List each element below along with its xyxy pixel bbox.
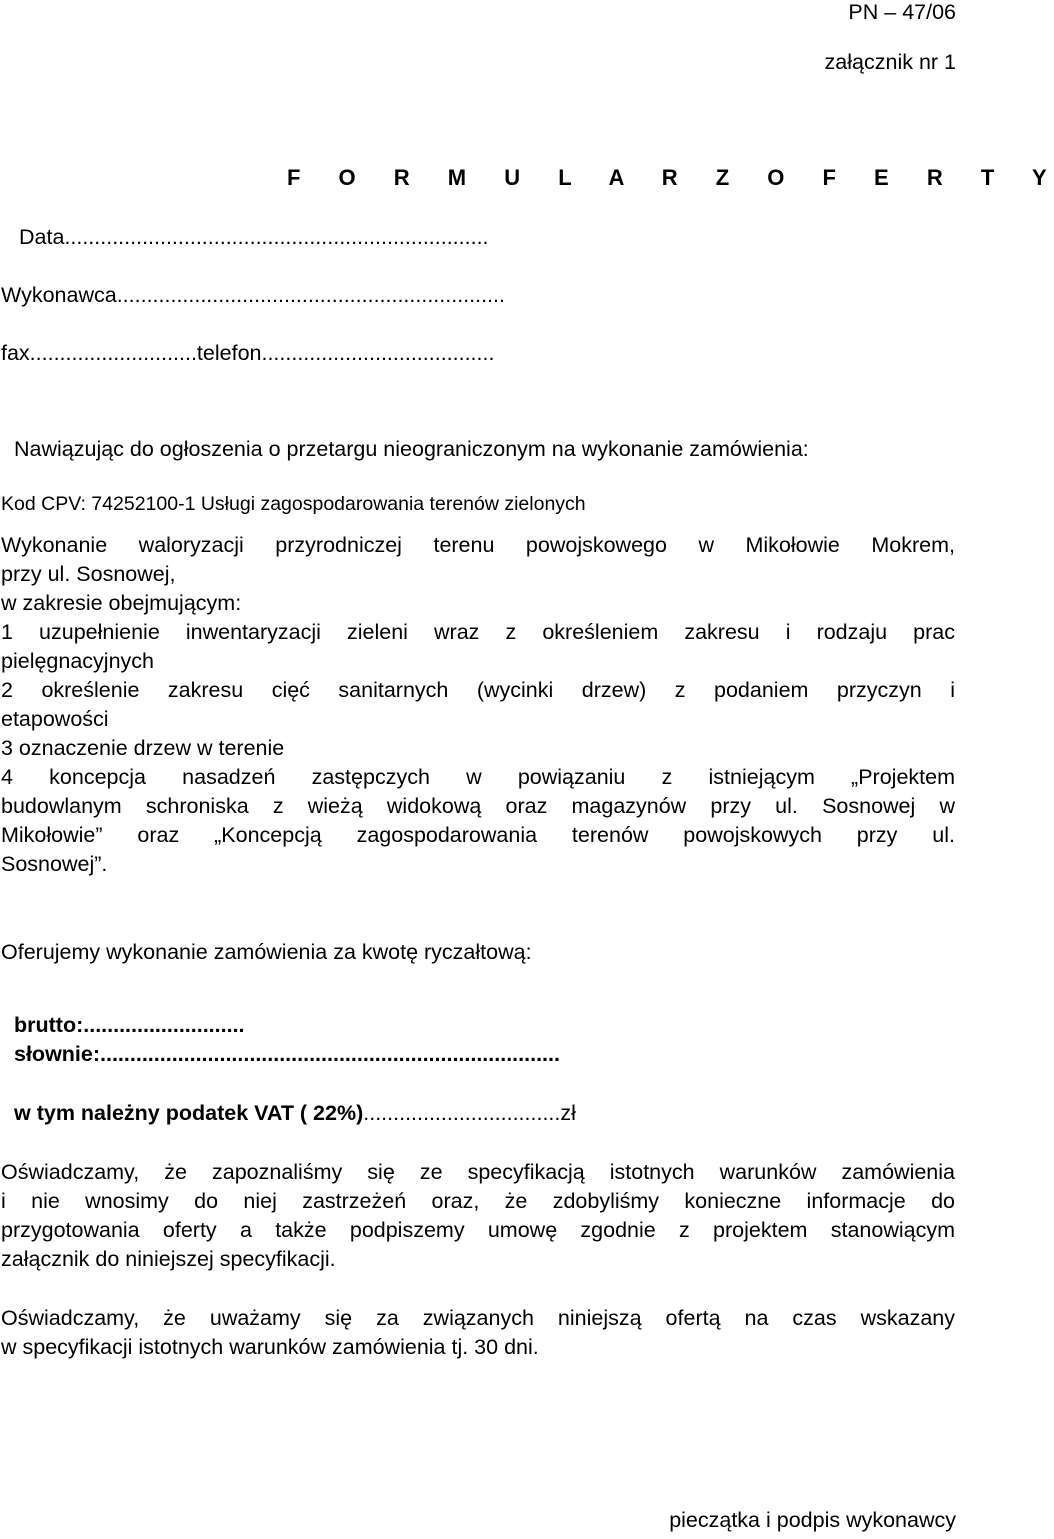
declaration-line: i nie wnosimy do niej zastrzeżeń oraz, że zdobyliśmy konieczne informacje do xyxy=(1,1189,955,1213)
description-line: etapowości xyxy=(1,707,109,731)
document-number: PN – 47/06 xyxy=(848,0,956,24)
gross-amount-field: brutto:........................... xyxy=(14,1013,245,1037)
description-line: przy ul. Sosnowej, xyxy=(1,562,176,586)
vat-dots: .................................zł xyxy=(363,1101,576,1125)
contractor-field: Wykonawca................................................................. xyxy=(1,283,505,307)
declaration-line: Oświadczamy, że zapoznaliśmy się ze specyfikacją istotnych warunków zamówienia xyxy=(1,1160,955,1184)
vat-field xyxy=(14,1101,576,1126)
form-title: F O R M U L A R Z O F E R T Y xyxy=(287,165,1054,190)
declaration-line: Oświadczamy, że uważamy się za związanych niniejszą ofertą na czas wskazany xyxy=(1,1306,955,1330)
description-line: Mikołowie” oraz „Koncepcją zagospodarowania terenów powojskowych przy ul. xyxy=(1,823,955,847)
description-line: 2 określenie zakresu cięć sanitarnych (wycinki drzew) z podaniem przyczyn i xyxy=(1,678,955,702)
description-line: Sosnowej”. xyxy=(1,852,108,876)
cpv-code: Kod CPV: 74252100-1 Usługi zagospodarowania terenów zielonych xyxy=(1,493,586,515)
declaration-line: załącznik do niniejszej specyfikacji. xyxy=(1,1247,336,1271)
description-line: Wykonanie waloryzacji przyrodniczej terenu powojskowego w Mikołowie Mokrem, xyxy=(1,533,955,557)
description-line: pielęgnacyjnych xyxy=(1,649,154,673)
fax-phone-field: fax............................telefon....................................... xyxy=(1,341,495,365)
description-line: budowlanym schroniska z wieżą widokową oraz magazynów przy ul. Sosnowej w xyxy=(1,794,955,818)
description-line: 4 koncepcja nasadzeń zastępczych w powiązaniu z istniejącym „Projektem xyxy=(1,765,955,789)
date-field: Data....................................................................... xyxy=(19,225,489,249)
intro-text: Nawiązując do ogłoszenia o przetargu nieograniczonym na wykonanie zamówienia: xyxy=(14,437,809,461)
offer-label: Oferujemy wykonanie zamówienia za kwotę ryczałtową: xyxy=(1,940,532,964)
description-line: 3 oznaczenie drzew w terenie xyxy=(1,736,285,760)
attachment-label: załącznik nr 1 xyxy=(824,50,956,74)
declaration-line: w specyfikacji istotnych warunków zamówienia tj. 30 dni. xyxy=(1,1335,539,1359)
description-line: 1 uzupełnienie inwentaryzacji zieleni wraz z określeniem zakresu i rodzaju prac xyxy=(1,620,955,644)
declaration-line: przygotowania oferty a także podpiszemy umowę zgodnie z projektem stanowiącym xyxy=(1,1218,955,1242)
description-line: w zakresie obejmującym: xyxy=(1,591,242,615)
amount-in-words-field: słownie:............................................................................. xyxy=(14,1042,560,1066)
signature-label: pieczątka i podpis wykonawcy xyxy=(669,1508,956,1532)
vat-label: w tym należny podatek VAT ( 22%) xyxy=(14,1101,364,1125)
